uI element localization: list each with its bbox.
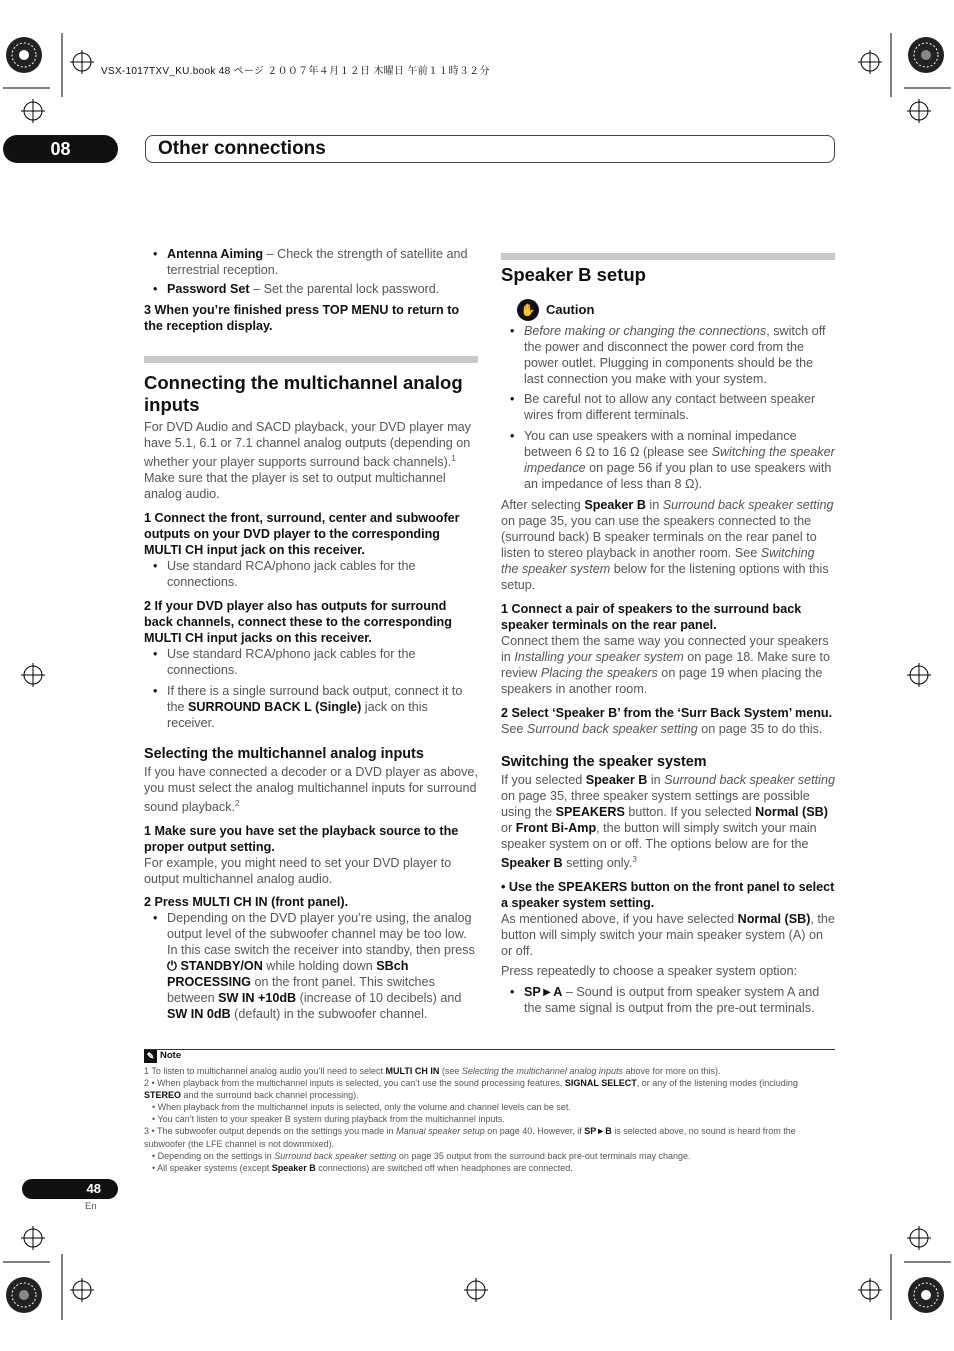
footnote-3-b: • Depending on the settings in Surround back speaker setting on page 35 output from the surround back pre-out terminals may change. xyxy=(152,1150,691,1161)
section-rule xyxy=(144,356,478,363)
list-item: • Before making or changing the connections, switch off the power and disconnect the power cord from the power outlet. Plugging in components should be the last connection you make with your system. xyxy=(501,323,835,387)
footnotes xyxy=(144,1050,835,1174)
note-pencil-icon: ✎ xyxy=(144,1050,157,1063)
list-item: • Use standard RCA/phono jack cables for the connections. xyxy=(144,646,478,678)
multichannel-intro: For DVD Audio and SACD playback, your DVD player may have 5.1, 6.1 or 7.1 channel analog outputs (depending on whether your player supports surround back channels).$^1$ Make sure that the player is set to output multichannel analog audio. xyxy=(144,420,471,502)
as-mentioned-text: As mentioned above, if you have selected Normal (SB), the button will simply switch your main speaker system (A) on or off. xyxy=(501,912,835,959)
list-item: • Password Set – Set the parental lock password. xyxy=(144,281,478,297)
list-item: • SP►A – Sound is output from speaker system A and the same signal is output from the pre-out terminals. xyxy=(501,984,835,1016)
heading-switching-system: Switching the speaker system xyxy=(501,754,707,770)
power-icon: ⏻ xyxy=(167,959,177,974)
list-item: • If there is a single surround back output, connect it to the SURROUND BACK L (Single) jack on this receiver. xyxy=(144,683,478,731)
caution-hand-icon: ✋ xyxy=(517,299,539,321)
list-item: • Be careful not to allow any contact between speaker wires from different terminals. xyxy=(501,391,835,423)
note-heading: ✎ Note xyxy=(144,1050,835,1063)
speaker-step-1: 1 Connect a pair of speakers to the surround back speaker terminals on the rear panel. xyxy=(501,602,802,632)
footnote-2: 2 • When playback from the multichannel inputs is selected, you can’t use the sound processing features, SIGNAL SELECT, or any of the listening modes (including STEREO and the surround back channel processing). xyxy=(144,1078,798,1101)
heading-speaker-b: Speaker B setup xyxy=(501,264,646,285)
speaker-step-2-text: See Surround back speaker setting on page 35 to do this. xyxy=(501,722,823,736)
list-item: • You can use speakers with a nominal impedance between 6 Ω to 16 Ω (please see Switching the speaker impedance on page 56 if you plan to use speakers with an impedance of less than 8 Ω). xyxy=(501,428,835,492)
right-column xyxy=(501,253,835,1016)
speaker-step-1-text: Connect them the same way you connected your speakers in Installing your speaker system on page 18. Make sure to review Placing the speakers on page 19 when placing the speakers in another room. xyxy=(501,634,831,696)
select-step-1: 1 Make sure you have set the playback source to the proper output setting. xyxy=(144,824,459,855)
speaker-step-2: 2 Select ‘Speaker B’ from the ‘Surr Back System’ menu. xyxy=(501,706,833,720)
footnote-3-c: • All speaker systems (except Speaker B connections) are switched off when headphones are connected. xyxy=(152,1162,573,1173)
page-language: En xyxy=(85,1201,97,1212)
selecting-intro: If you have connected a decoder or a DVD player as above, you must select the analog multichannel inputs for surround sound playback.$^2$ xyxy=(144,765,478,815)
left-column xyxy=(144,246,478,1022)
page-number: 48 xyxy=(22,1179,118,1199)
select-step-2: 2 Press MULTI CH IN (front panel). xyxy=(144,895,349,910)
list-item: • Use standard RCA/phono jack cables for the connections. xyxy=(144,558,478,590)
option-list xyxy=(144,246,478,297)
book-file-line: VSX-1017TXV_KU.book 48 ページ ２００７年４月１２日 木曜日 午前１１時３２分 xyxy=(101,66,490,77)
list-item: • Antenna Aiming – Check the strength of satellite and terrestrial reception. xyxy=(144,246,478,278)
step-2: 2 If your DVD player also has outputs for surround back channels, connect these to the corresponding MULTI CH input jacks on this receiver. xyxy=(144,599,452,646)
speakers-button-step: • Use the SPEAKERS button on the front panel to select a speaker system setting. xyxy=(501,880,835,911)
step-1: 1 Connect the front, surround, center and subwoofer outputs on your DVD player to the corresponding MULTI CH input jack on this receiver. xyxy=(144,511,460,558)
section-rule xyxy=(501,253,835,260)
press-repeatedly-text: Press repeatedly to choose a speaker system option: xyxy=(501,964,798,979)
caution-heading: ✋ Caution xyxy=(501,299,835,321)
footnote-3: 3 • The subwoofer output depends on the settings you made in Manual speaker setup on page 40. However, if SP►B is selected above, no sound is heard from the subwoofer (the LFE channel is not downmixed). xyxy=(144,1126,796,1149)
step-3: 3 When you’re finished press TOP MENU to return to the reception display. xyxy=(144,303,460,333)
speaker-b-intro: After selecting Speaker B in Surround back speaker setting on page 35, you can use the speakers connected to the (surround back) B speaker terminals on the rear panel to listen to stereo playback in another room. See Switching the speaker system below for the listening options with this setup. xyxy=(501,498,834,592)
footnote-1: 1 To listen to multichannel analog audio you’ll need to select MULTI CH IN (see Selecting the multichannel analog inputs above for more on this). xyxy=(144,1066,721,1076)
chapter-title: Other connections xyxy=(145,135,835,163)
chapter-number: 08 xyxy=(3,135,118,163)
select-step-1-text: For example, you might need to set your DVD player to output multichannel analog audio. xyxy=(144,856,452,887)
switching-intro: If you selected Speaker B in Surround back speaker setting on page 35, three speaker system settings are possible using the SPEAKERS button. If you selected Normal (SB) or Front Bi-Amp, the button will simply switch your main speaker system on or off. The options below are for the Speaker B setting only.$^3$ xyxy=(501,773,835,871)
heading-multichannel: Connecting the multichannel analog inputs xyxy=(144,372,463,415)
list-item: • Depending on the DVD player you’re using, the analog output level of the subwoofer channel may be too low. In this case switch the receiver into standby, then press ⏻ STANDBY/ON while holding down SBch PROCESSING on the front panel. This switches between SW IN +10dB (increase of 10 decibels) and SW IN 0dB (default) in the subwoofer channel. xyxy=(144,910,478,1022)
heading-selecting-inputs: Selecting the multichannel analog inputs xyxy=(144,746,424,763)
footnote-2-c: • You can’t listen to your speaker B system during playback from the multichannel inputs. xyxy=(152,1114,505,1125)
footnote-2-b: • When playback from the multichannel inputs is selected, only the volume and channel levels can be set. xyxy=(152,1102,571,1113)
